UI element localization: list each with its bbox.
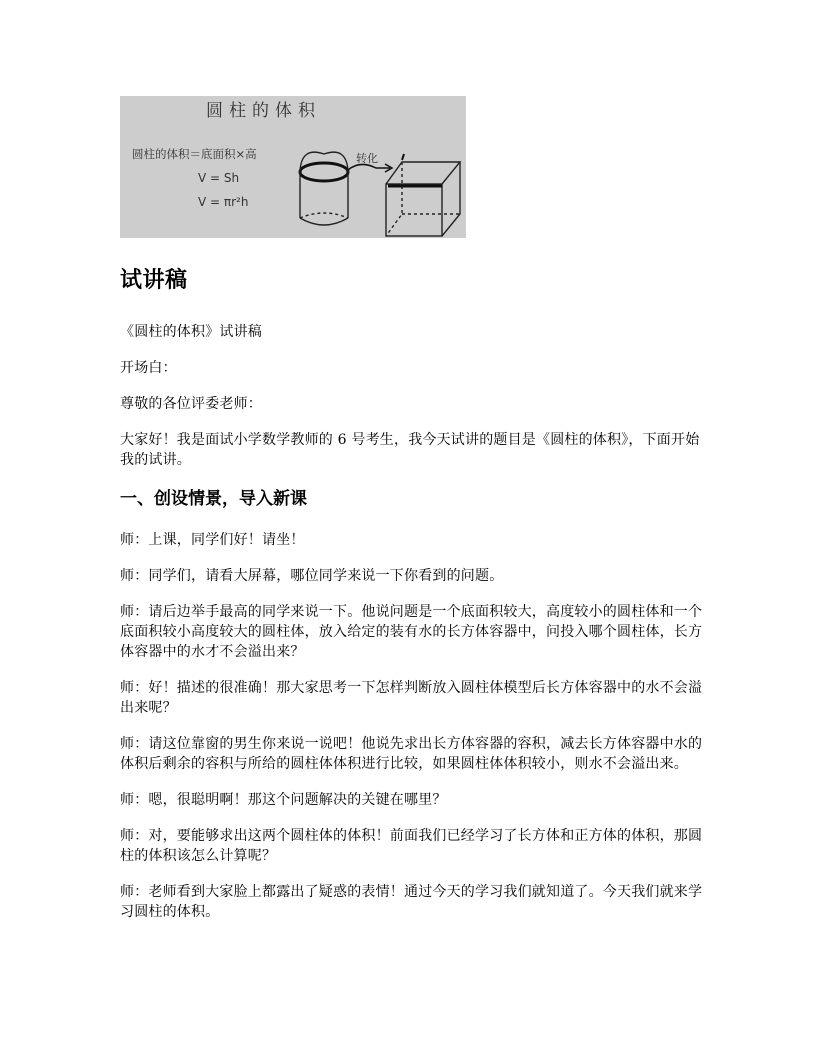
sketch-formula-sh: V = Sh [198,171,240,185]
handwritten-figure-photo [120,96,466,238]
paragraph: 《圆柱的体积》试讲稿 [120,324,262,340]
section-heading: 一、创设情景，导入新课 [120,489,307,509]
paragraph: 师：同学们，请看大屏幕，哪位同学来说一下你看到的问题。 [120,568,504,584]
transform-label: 转化 [356,152,378,165]
paragraph: 尊敬的各位评委老师： [120,396,262,412]
paragraph: 师：上课，同学们好！请坐！ [120,532,305,548]
sketch-formula-words: 圆柱的体积＝底面积×高 [132,147,257,161]
paragraph: 师：对，要能够求出这两个圆柱体的体积！前面我们已经学习了长方体和正方体的体积，那圆柱的体积该怎么计算呢？ [120,828,703,864]
cylinder-volume-sketch [120,96,466,238]
page-title: 试讲稿 [120,268,188,293]
paragraph: 师：嗯，很聪明啊！那这个问题解决的关键在哪里？ [120,792,447,808]
sketch-title: 圆柱的体积 [206,101,321,121]
paragraph: 师：请这位靠窗的男生你来说一说吧！他说先求出长方体容器的容积，减去长方体容器中水的体积后剩余的容积与所给的圆柱体体积进行比较，如果圆柱体体积较小，则水不会溢出来。 [120,736,703,772]
paragraph: 大家好！我是面试小学数学教师的 6 号考生，我今天试讲的题目是《圆柱的体积》，下面开始我的试讲。 [120,432,700,468]
paragraph: 师：请后边举手最高的同学来说一下。他说问题是一个底面积较大，高度较小的圆柱体和一个底面积较小高度较大的圆柱体，放入给定的装有水的长方体容器中，问投入哪个圆柱体，长方体容器中的水才不会溢出来？ [120,604,703,660]
paragraph: 师：好！描述的很准确！那大家思考一下怎样判断放入圆柱体模型后长方体容器中的水不会溢出来呢？ [120,680,703,716]
document-body [120,262,710,938]
paragraph: 师：老师看到大家脸上都露出了疑惑的表情！通过今天的学习我们就知道了。今天我们就来学习圆柱的体积。 [120,884,703,920]
sketch-formula-pir2h: V = πr²h [198,195,249,209]
paragraph: 开场白： [120,360,177,376]
